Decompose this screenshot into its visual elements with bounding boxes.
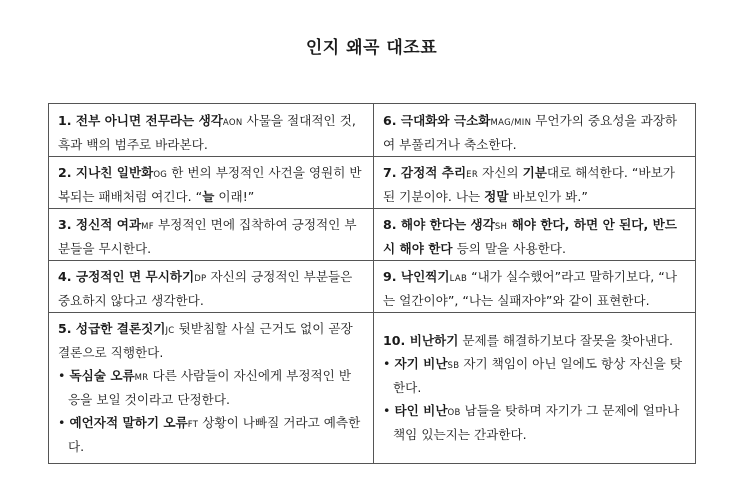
abbr: ER xyxy=(466,170,479,180)
item-text xyxy=(58,110,363,155)
term: 2. 지나친 일반화 xyxy=(58,165,154,180)
abbr: SB xyxy=(447,361,460,371)
abbr: MF xyxy=(141,222,154,232)
sub-item-ob xyxy=(383,400,687,445)
term: 자기 비난 xyxy=(394,356,448,371)
abbr: JC xyxy=(165,326,175,336)
abbr: LAB xyxy=(449,274,468,284)
desc: 바보인가 봐.” xyxy=(508,189,588,204)
desc: 등의 말을 사용한다. xyxy=(452,241,566,256)
item-text xyxy=(383,266,687,311)
desc: 부정적인 면에 집착하여 긍정적인 부분들을 무시한다. xyxy=(58,217,357,256)
abbr: MR xyxy=(134,373,149,383)
abbr: MAG/MIN xyxy=(490,118,532,128)
cell-er xyxy=(374,156,697,208)
desc: 무언가의 중요성을 과장하여 부풀리거나 축소한다. xyxy=(383,113,678,152)
term: 9. 낙인찍기 xyxy=(383,269,450,284)
item-text xyxy=(383,330,687,351)
desc-end: 이래!” xyxy=(214,189,255,204)
item-text xyxy=(383,162,687,207)
abbr: FT xyxy=(187,420,199,430)
sub-item-ft xyxy=(58,412,363,457)
bullet-icon: • xyxy=(383,356,391,371)
desc: 문제를 해결하기보다 잘못을 찾아낸다. xyxy=(458,333,674,348)
term: 3. 정신적 여과 xyxy=(58,217,142,232)
desc: “내가 실수했어”라고 말하기보다, “나는 얼간이야”, “나는 실패자야”와 같이 표현한다. xyxy=(383,269,677,308)
cell-aon xyxy=(49,104,373,156)
term: 6. 극대화와 극소화 xyxy=(383,113,491,128)
cell-jc xyxy=(49,312,373,465)
abbr: DP xyxy=(194,274,207,284)
abbr: OB xyxy=(447,408,461,418)
desc: 자신의 긍정적인 부분들은 중요하지 않다고 생각한다. xyxy=(58,269,353,308)
cell-lab xyxy=(374,260,697,312)
page-title: 인지 왜곡 대조표 xyxy=(305,38,438,58)
bullet-icon: • xyxy=(58,368,66,383)
term: 8. 해야 한다는 생각 xyxy=(383,217,495,232)
cell-blaming xyxy=(374,312,697,465)
item-text xyxy=(383,214,687,259)
cell-og xyxy=(49,156,373,208)
desc: 대로 해석한다. “바보가 된 기분이야. 나는 xyxy=(383,165,675,204)
term: 10. 비난하기 xyxy=(383,333,459,348)
cell-dp xyxy=(49,260,373,312)
emphasis: 해야 한다, 하면 안 된다, 반드시 해야 한다 xyxy=(383,217,677,256)
cell-mf xyxy=(49,208,373,260)
term: 1. 전부 아니면 전무라는 생각 xyxy=(58,113,223,128)
cell-mag-min xyxy=(374,104,697,156)
desc: 자기 책임이 아닌 일에도 항상 자신을 탓한다. xyxy=(393,356,682,395)
desc: 상황이 나빠질 거라고 예측한다. xyxy=(68,415,361,454)
bullet-icon: • xyxy=(58,415,66,430)
term: 4. 긍정적인 면 무시하기 xyxy=(58,269,195,284)
desc: 남들을 탓하며 자기가 그 문제에 얼마나 책임 있는지는 간과한다. xyxy=(393,403,680,442)
item-text xyxy=(58,266,363,311)
emphasis: 기분 xyxy=(522,165,547,180)
item-text xyxy=(383,110,687,155)
item-text xyxy=(58,318,363,363)
desc: 사물을 절대적인 것, 흑과 백의 범주로 바라본다. xyxy=(58,113,356,152)
abbr: OG xyxy=(153,170,168,180)
quote-emphasis: 늘 xyxy=(202,189,215,204)
distortion-table xyxy=(48,103,696,464)
emphasis: 정말 xyxy=(484,189,509,204)
abbr: AON xyxy=(222,118,243,128)
desc: 뒷받침할 사실 근거도 없이 곧장 결론으로 직행한다. xyxy=(58,321,353,360)
sub-item-mr xyxy=(58,365,363,410)
term: 독심술 오류 xyxy=(69,368,135,383)
cell-sh xyxy=(374,208,697,260)
abbr: SH xyxy=(494,222,508,232)
desc: 자신의 xyxy=(478,165,523,180)
item-text xyxy=(58,214,363,259)
bullet-icon: • xyxy=(383,403,391,418)
item-text xyxy=(58,162,363,207)
desc: 한 번의 부정적인 사건을 영원히 반복되는 패배처럼 여긴다. “ xyxy=(58,165,362,204)
desc: 다른 사람들이 자신에게 부정적인 반응을 보일 것이라고 단정한다. xyxy=(68,368,352,407)
term: 7. 감정적 추리 xyxy=(383,165,467,180)
term: 타인 비난 xyxy=(394,403,448,418)
term: 5. 성급한 결론짓기 xyxy=(58,321,166,336)
term: 예언자적 말하기 오류 xyxy=(69,415,188,430)
sub-item-sb xyxy=(383,353,687,398)
